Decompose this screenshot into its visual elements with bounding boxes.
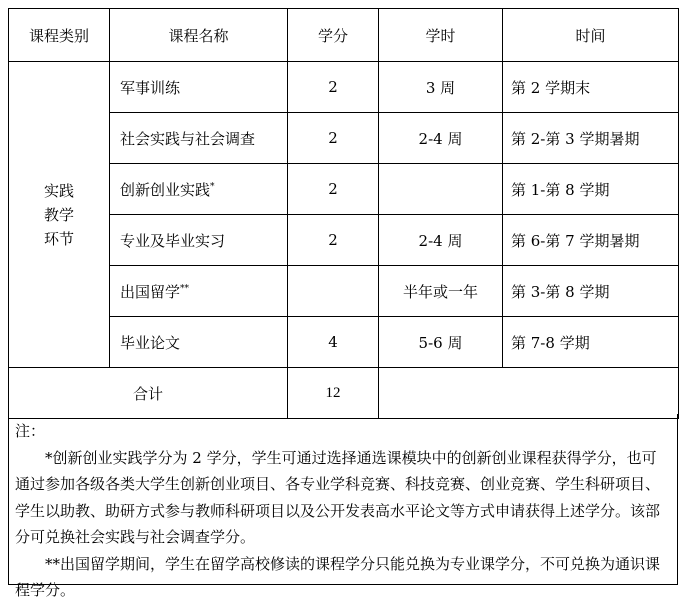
table-row xyxy=(9,215,679,266)
notes-box xyxy=(8,414,678,599)
total-empty-cell xyxy=(379,368,679,419)
header-time: 时间 xyxy=(503,9,679,62)
time-cell: 第 2 学期末 xyxy=(503,62,679,113)
hours-cell: 2-4 周 xyxy=(379,215,503,266)
header-category: 课程类别 xyxy=(9,9,110,62)
header-course-name: 课程名称 xyxy=(110,9,288,62)
table-row xyxy=(9,317,679,368)
hours-cell xyxy=(379,164,503,215)
note-innovation-credit: *创新创业实践学分为 2 学分，学生可通过选择通选课模块中的创新创业课程获得学分，也可通过参加各级各类大学生创新创业项目、各专业学科竞赛、科技竞赛、创业竞赛、学生科研项目、学生以助教、助研方式参与教师科研项目以及公开发表高水平论文等方式申请获得上述学分。该部分可兑换社会实践与社会调查学分。 xyxy=(15,448,661,546)
header-row xyxy=(9,9,679,62)
hours-cell: 5-6 周 xyxy=(379,317,503,368)
time-cell: 第 3-第 8 学期 xyxy=(503,266,679,317)
course-name: 社会实践与社会调查 xyxy=(110,113,288,164)
credit-cell: 4 xyxy=(288,317,379,368)
category-cell xyxy=(9,62,110,368)
table-row xyxy=(9,164,679,215)
time-cell: 第 7-8 学期 xyxy=(503,317,679,368)
notes-title: 注： xyxy=(15,422,46,440)
category-line: 教学 xyxy=(43,205,74,224)
total-label: 合计 xyxy=(9,368,288,419)
total-credit: 12 xyxy=(288,368,379,419)
time-cell: 第 6-第 7 学期暑期 xyxy=(503,215,679,266)
category-line: 环节 xyxy=(43,229,74,248)
course-name: 专业及毕业实习 xyxy=(110,215,288,266)
hours-cell: 半年或一年 xyxy=(379,266,503,317)
credit-cell: 2 xyxy=(288,62,379,113)
course-name: 出国留学** xyxy=(110,266,288,317)
table-row xyxy=(9,266,679,317)
note-study-abroad: **出国留学期间，学生在留学高校修读的课程学分只能兑换为专业课学分，不可兑换为通识课程学分。 xyxy=(15,554,661,599)
credit-cell: 2 xyxy=(288,113,379,164)
hours-cell: 2-4 周 xyxy=(379,113,503,164)
credit-cell xyxy=(288,266,379,317)
hours-cell: 3 周 xyxy=(379,62,503,113)
header-credit: 学分 xyxy=(288,9,379,62)
category-line: 实践 xyxy=(43,181,74,200)
header-hours: 学时 xyxy=(379,9,503,62)
time-cell: 第 1-第 8 学期 xyxy=(503,164,679,215)
credit-cell: 2 xyxy=(288,215,379,266)
total-row xyxy=(9,368,679,419)
time-cell: 第 2-第 3 学期暑期 xyxy=(503,113,679,164)
table-row xyxy=(9,62,679,113)
course-table xyxy=(8,8,679,419)
course-name: 创新创业实践* xyxy=(110,164,288,215)
credit-cell: 2 xyxy=(288,164,379,215)
course-name: 毕业论文 xyxy=(110,317,288,368)
course-name: 军事训练 xyxy=(110,62,288,113)
table-row xyxy=(9,113,679,164)
